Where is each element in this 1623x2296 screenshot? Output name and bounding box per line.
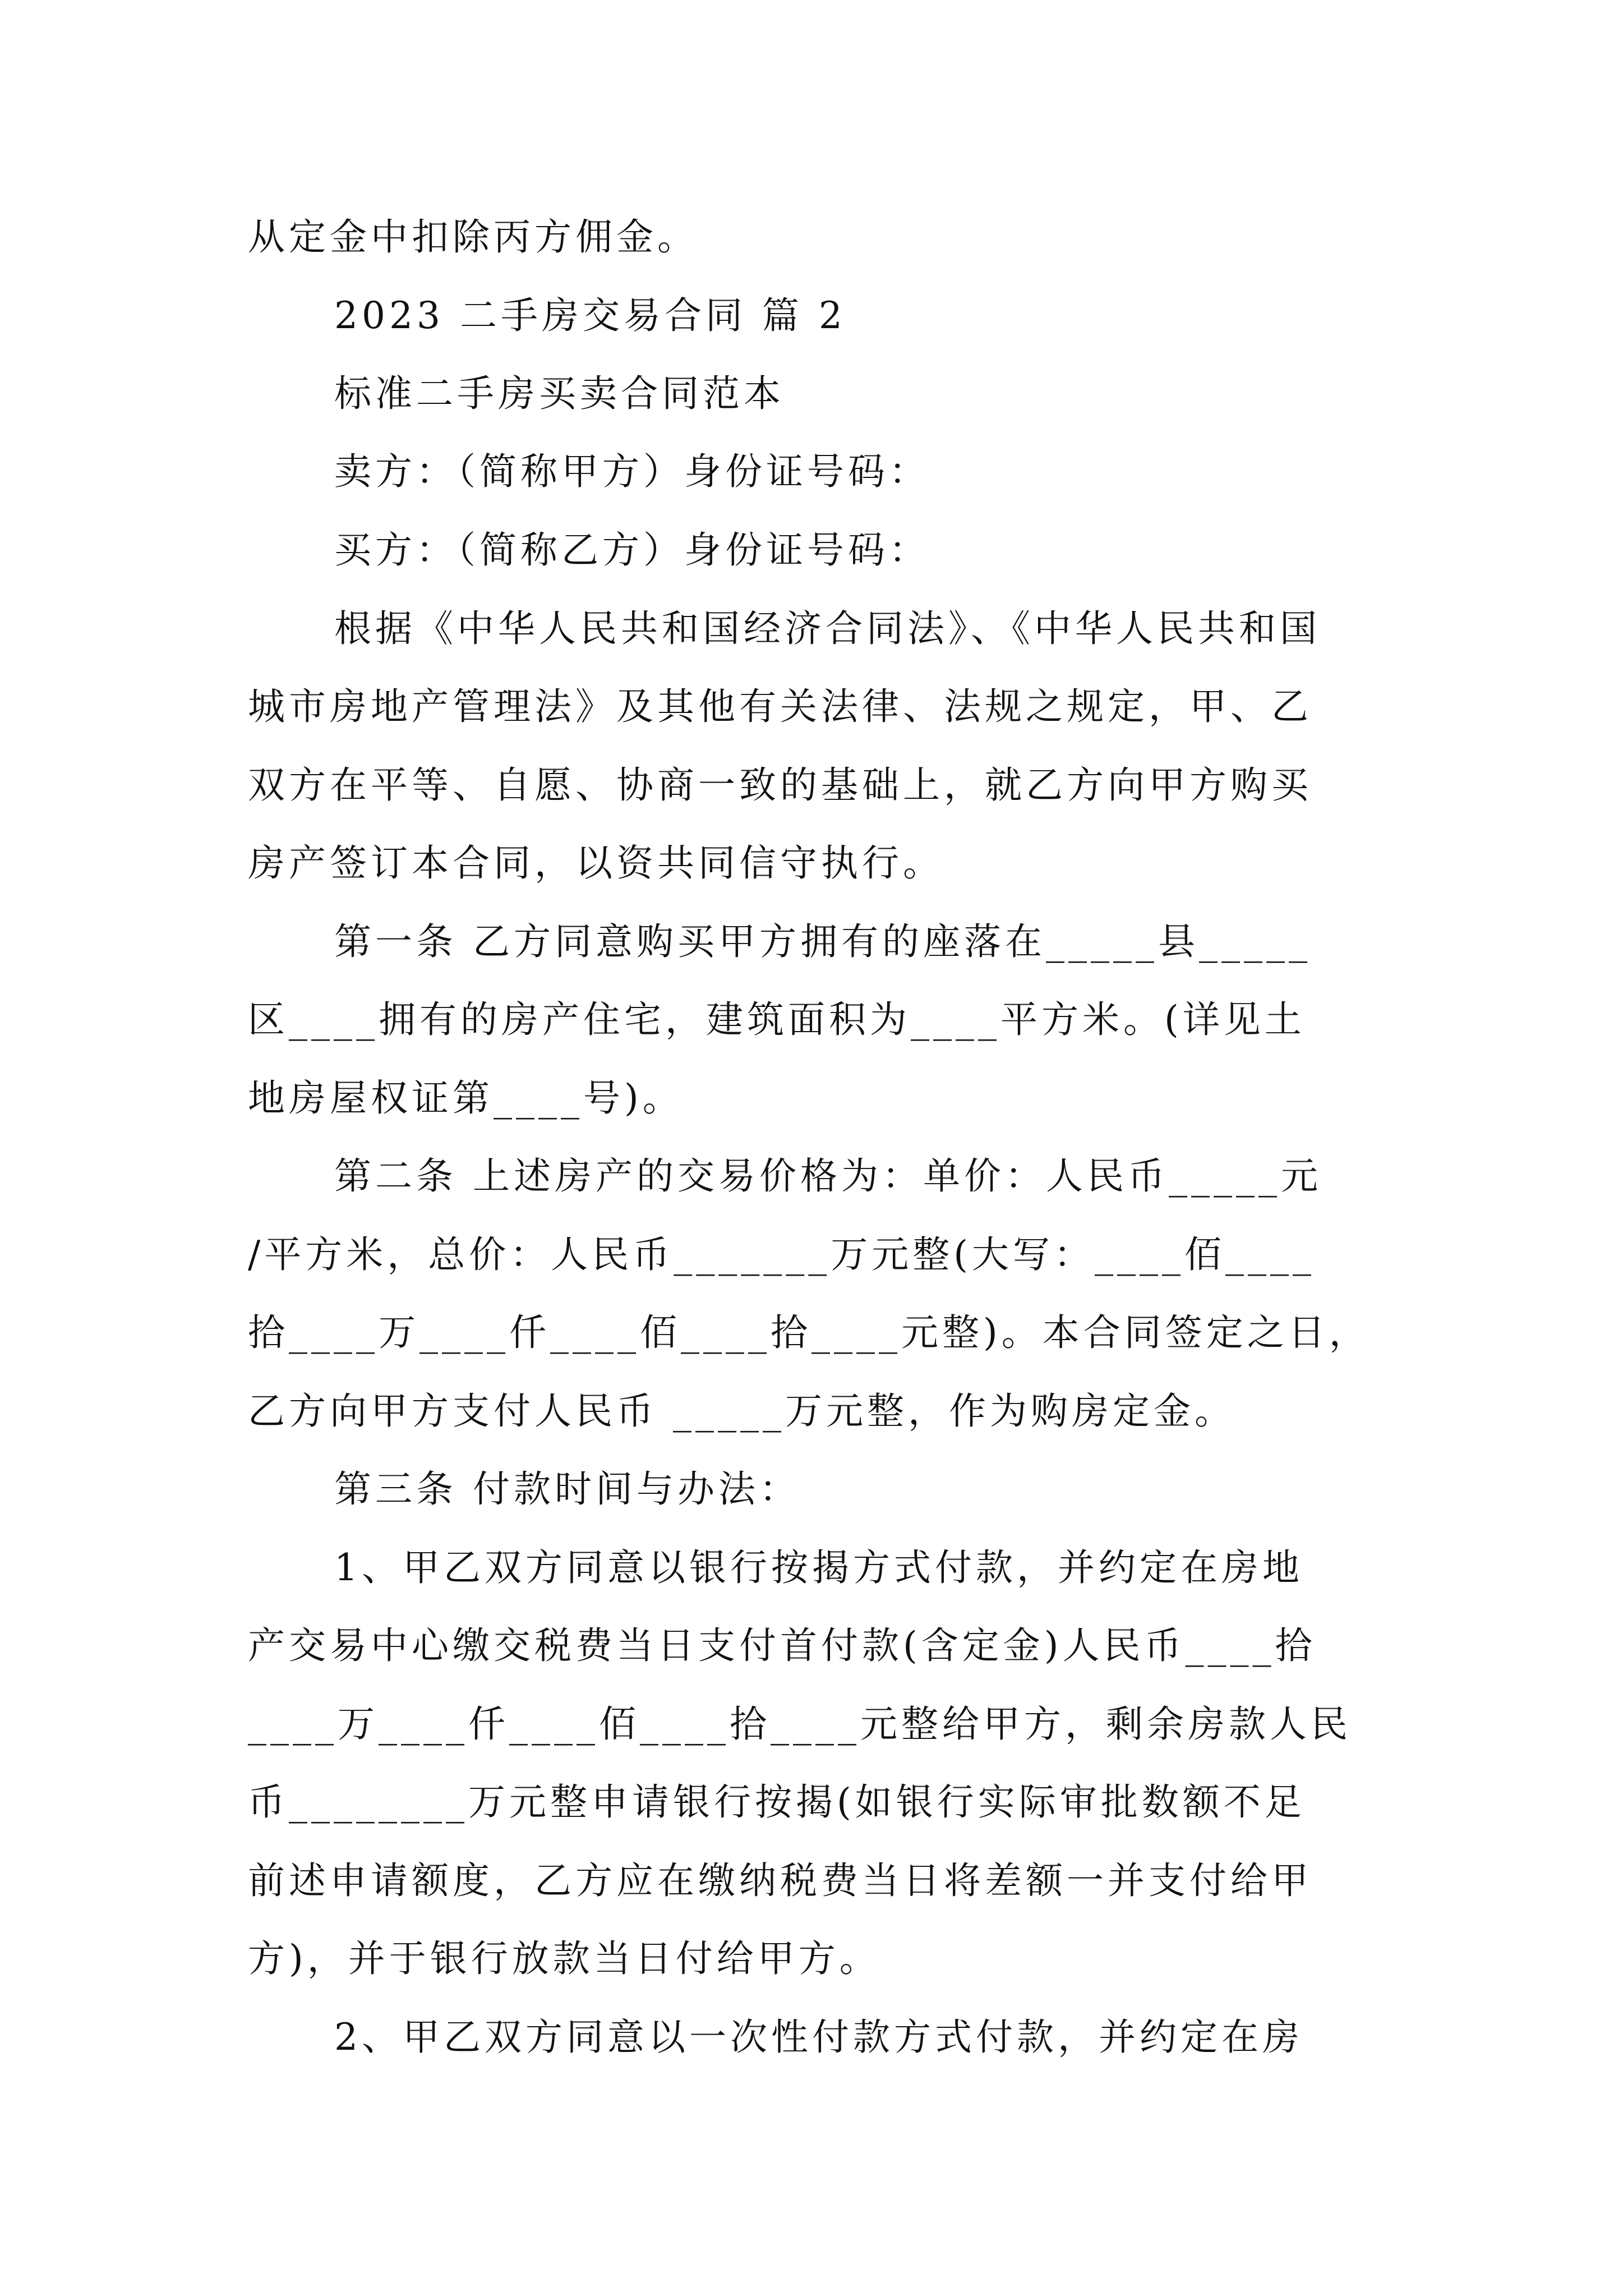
article-2-line-3: 拾____万____仟____佰____拾____元整)。本合同签定之日， <box>248 1311 1370 1354</box>
article-3-item-1-line-2: 产交易中心缴交税费当日支付首付款(含定金)人民币____拾 <box>248 1624 1316 1667</box>
article-1-line-3: 地房屋权证第____号)。 <box>248 1076 684 1120</box>
article-1-line-2: 区____拥有的房产住宅，建筑面积为____平方米。(详见土 <box>248 998 1306 1041</box>
section-heading: 2023 二手房交易合同 篇 2 <box>334 294 846 337</box>
article-3-item-1-line-4: 币________万元整申请银行按揭(如银行实际审批数额不足 <box>248 1780 1306 1824</box>
preamble-line-1: 根据《中华人民共和国经济合同法》、《中华人民共和国 <box>334 607 1321 650</box>
article-3-item-1-line-3: ____万____仟____佰____拾____元整给甲方，剩余房款人民 <box>248 1703 1352 1746</box>
article-2-line-4: 乙方向甲方支付人民币 _____万元整，作为购房定金。 <box>248 1389 1235 1433</box>
contract-title: 标准二手房买卖合同范本 <box>334 372 785 415</box>
preamble-line-2: 城市房地产管理法》及其他有关法律、法规之规定，甲、乙 <box>248 685 1312 728</box>
article-3-item-2-line-1: 2、甲乙双方同意以一次性付款方式付款，并约定在房 <box>334 2016 1303 2059</box>
seller-line: 卖方：（简称甲方）身份证号码： <box>334 450 930 493</box>
article-2-line-1: 第二条 上述房产的交易价格为：单价：人民币_____元 <box>334 1154 1322 1198</box>
text-line-1: 从定金中扣除丙方佣金。 <box>248 215 698 259</box>
article-3-heading: 第三条 付款时间与办法： <box>334 1467 800 1511</box>
article-3-item-1-line-6: 方)，并于银行放款当日付给甲方。 <box>248 1937 880 1980</box>
preamble-line-4: 房产签订本合同，以资共同信守执行。 <box>248 841 944 885</box>
article-3-item-1-line-5: 前述申请额度，乙方应在缴纳税费当日将差额一并支付给甲 <box>248 1859 1312 1902</box>
preamble-line-3: 双方在平等、自愿、协商一致的基础上，就乙方向甲方购买 <box>248 763 1312 807</box>
article-3-item-1-line-1: 1、甲乙双方同意以银行按揭方式付款，并约定在房地 <box>334 1546 1303 1589</box>
article-1-line-1: 第一条 乙方同意购买甲方拥有的座落在_____县_____ <box>334 920 1311 963</box>
buyer-line: 买方：（简称乙方）身份证号码： <box>334 528 930 572</box>
article-2-line-2: /平方米，总价：人民币_______万元整(大写：____佰____ <box>248 1233 1315 1276</box>
